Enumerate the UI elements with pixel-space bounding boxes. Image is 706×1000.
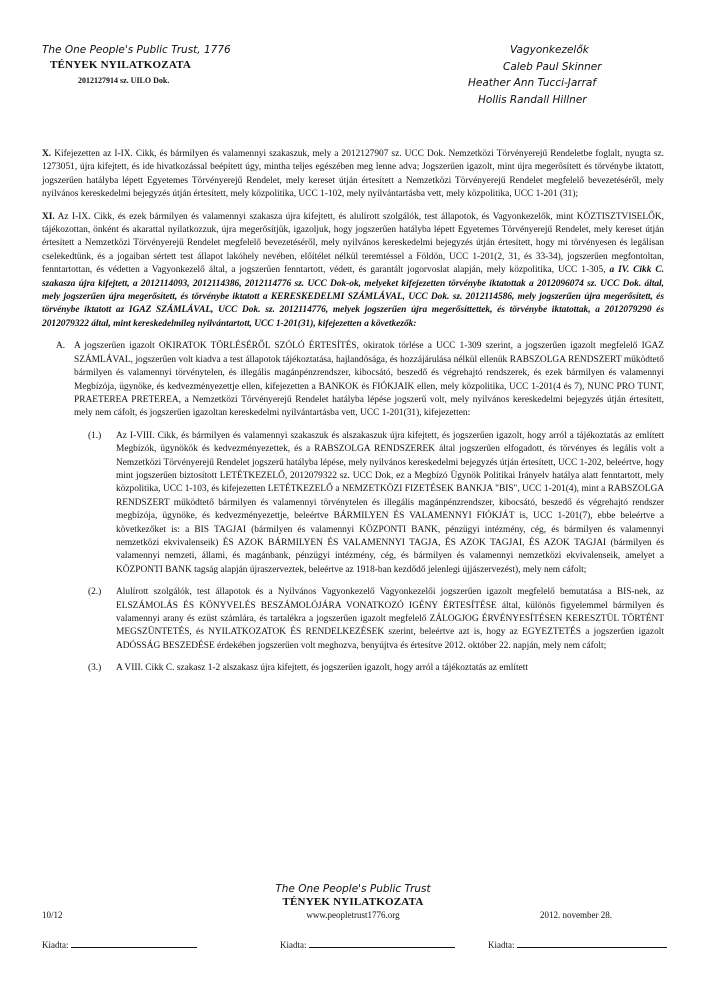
subitem-text: A VIII. Cikk C. szakasz 1-2 alszakasz újra kifejtett, és jogszerűen igazolt, hogy arról a tájékoztatás az említett [116,663,528,674]
footer-date: 2012. november 28. [540,910,612,920]
subitem-label: (1.) [88,430,102,441]
signature-field [280,938,455,950]
subitem-label: (2.) [88,587,102,598]
paragraph-xi [42,211,664,332]
paragraph-number: X. [42,149,52,159]
subitem-3 [42,662,664,675]
paragraph-text: Az I-IX. Cikk, és ezek bármilyen és valamennyi szakasza újra kifejtett, és alulírott szolgálók, test állapotok, és Vagyonkezelők, mint KÖZTISZTVISELŐK, tájékozottan, önként és akarattal nyilatkozzuk, újra megerősítjük, igazoljuk, hogy jogszerűen hatályba lépett Egyetemes Törvényerejű Rendelet, mely kereset útján értesített a Nemzetközi Törvényerejű Rendelet megfelelő bevezetéséről, mely nyilvános kereskedelmi bejegyzés útján értesített, hogy mi törvényesen és legálisan cselekedtünk, és a jogaiban sértett test állapot lakóhely nevében, előítélet nélkül teremtéssel a Földön, UCC 1-201(2, 31, és 33-34), jogszerűen megfontoltan, fenntartottan, és védetten a Vagyonkezelő által, a jogszerűen fenntartott, védett, és garantált jogorvoslat alapján, mely közpolitika, UCC 1-305, [42,211,664,276]
signature-label: Kiadta: [280,940,307,950]
subitem-label: (3.) [88,663,102,674]
subitem-text: Az I-VIII. Cikk, és bármilyen és valamennyi szakaszuk és alszakaszuk újra kifejtett, és jogszerűen igazolt, hogy arról a tájékoztatás az említett Megbízók, ügynökök és kedvezményezettek, és a RABSZOLGA RENDSZEREK által jogszerűen elfogadott, és törvényes és legális volt a Nemzetközi Törvényerejű Rendelet jogszerű hatályba lépése, mely nyilvános kereskedelmi bejegyzés útján értesített, UCC 1-202, beleértve, hogy mint jogszerűen biztosított LETÉTKEZELŐ, 2012079322 sz. UCC Dok, ez a Megbízó Ügynök Politikai Irányelv hatálya alatt fenntartott, mely közpolitika, UCC 1-103, és kifejezetten LETÉTKEZELŐ a NEMZETKÖZI FIZETÉSEK BANKJA "BIS", UCC 1-201(4), mint a RABSZOLGA RENDSZERT működtető bármilyen és valamennyi törvénytelen és illegális magánpénzrendszer, kibocsátó, beszedő és végrehajtó rendszer megbízója, ügynöke, és kedvezményezettje, beleértve BÁRMILYEN ÉS VALAMENNYI FIÓKJÁT is, UCC 1-201(7), ebbe beleértve a következőket is: a BIS TAGJAI (bármilyen és valamennyi KÖZPONTI BANK, pénzügyi intézmény, cég, és bármilyen és valamennyi nemzetközi ekvivalenseik) ÉS AZOK BÁRMILYEN ÉS VALAMENNYI TAGJA, ÉS AZOK TAGJAI, ÉS AZOK TAGJAI (bármilyen és valamennyi nemzeti, állami, és magánbank, pénzügyi intézmény, cég, és bármilyen és valamennyi nemzetközi ekvivalenseik, amelyet a KÖZPONTI BANK tagság alapján újraszerveztek, beleértve az 1918-ban kezdődő jelenlegi újjászervezést), mely nem cáfolt; [116,430,664,575]
header-docnum: 2012127914 sz. UILO Dok. [78,76,170,85]
footer-title: TÉNYEK NYILATKOZATA [282,896,424,908]
signature-line [517,938,667,948]
subitem-2 [42,586,664,653]
signature-line [71,938,197,948]
trustee-name: Hollis Randall Hillner [478,93,587,106]
trustee-name: Heather Ann Tucci-Jarraf [468,77,597,89]
page-number: 10/12 [42,910,63,920]
item-text: A jogszerűen igazolt OKIRATOK TÖRLÉSÉRŐL SZÓLÓ ÉRTESÍTÉS, okiratok törlése a UCC 1-309 szerint, a jogszerűen igazolt megfelelő IGAZ SZÁMLÁVAL, jogszerűen volt kiadva a test állapotok tájékoztatása, hajlandósága, és hozzájárulása nélkül ellenük RABSZOLGA RENDSZERT működtető bármilyen és valamennyi törvénytelen, és illegális magánpénzrendszer, kibocsátó, beszedő és végrehajtó rendszerek, és ezek bármilyen és valamennyi Megbízója, ügynöke, és kedvezményezettje ellen, kifejezetten a BANKOK és FIÓKJAIK ellen, mely közpolitika, UCC 1-201(4 és 7), NUNC PRO TUNT, PRAETEREA PRETEREA, a Nemzetközi Törvényerejű Rendelet hatályba lépése jogszerű volt, mely nyilvános kereskedelmi bejegyzés útján értesített, mely nem cáfolt, és jogszerűen igazoltan kereskedelmi nyilvántartásba vett, UCC 1-201(31), kifejezetten: [74,341,664,419]
footer-org: The One People's Public Trust [275,883,431,895]
trustee-name: Caleb Paul Skinner [503,60,602,73]
signature-line [309,938,455,948]
header-org: The One People's Public Trust, 1776 [42,44,231,56]
paragraph-text: Kifejezetten az I-IX. Cikk, és bármilyen és valamennyi szakaszuk, mely a 2012127907 sz. UCC Dok. Nemzetközi Törvényerejű Rendeletbe foglalt, nyugta sz. 1273051, újra kifejtett, és ide hivatkozással beépített úgy, mintha teljes egészében meg lenne adva; Jogszerűen igazolt, mint újra megerősített és törvénybe iktatott, jogszerűen hatályba lépett Egyetemes Törvényerejű Rendelet, mely kereset útján értesített a Nemzetközi Törvényerejű Rendelet megfelelő bevezetéséről, mely nyilvános kereskedelmi bejegyzés útján értesített, mely közpolitika, UCC 1-102, mely nyilvántartásba vett, mely közpolitika, UCC 1-201 (31); [42,149,665,200]
signature-label: Kiadta: [42,940,69,950]
footer-url[interactable]: www.peopletrust1776.org [306,910,400,920]
signature-field [488,938,667,950]
item-a [42,340,664,420]
paragraph-x [42,148,664,202]
paragraph-number: XI. [42,211,55,222]
item-label: A. [56,341,66,352]
header-trustees [468,42,678,108]
header-title: TÉNYEK NYILATKOZATA [50,59,192,71]
subitem-text: Alulírott szolgálók, test állapotok és a Nyilvános Vagyonkezelő Vagyonkezelői jogszerűen igazolt megfelelő bemutatása a BIS-nek, az ELSZÁMOLÁS ÉS KÖNYVELÉS BESZÁMOLÓJÁRA VONATKOZÓ IGÉNY ÉRTESÍTÉSE által, különös figyelemmel bármilyen és valamennyi arany és ezüst számlára, és tartalékra a jogszerűen igazolt megfelelő ZÁLOGJOG ÉRVÉNYESÍTÉSEN KERESZTÜL TÖRTÉNT MEGSZÜNTETÉS, és NYILATKOZATOK ÉS RENDELKEZÉSEK szerint, beleértve azt is, hogy az EGYEZTETÉS a jogszerűen igazolt ADÓSSÁG BESZEDÉSE érdekében jogszerűen volt meghozva, benyújtva és értesítve 2012. október 22. napján, mely nem cáfolt; [116,587,664,651]
document-body [42,148,664,685]
signature-label: Kiadta: [488,940,515,950]
subitem-1 [42,430,664,577]
signature-field [42,938,197,950]
header-left [42,44,302,85]
trustees-heading: Vagyonkezelők [510,44,589,56]
paragraph-bold-text: a IV. Cikk C. szakasza újra kifejtett, a 2012114093, 2012114386, 2012114776 sz. UCC Dok-ok, melyeket kifejezetten törvénybe iktatottak a 2012096074 sz. UCC Dok. által, mely jogszerűen újra megerősített, és törvénybe iktatott a KERESKEDELMI SZÁMLÁVAL, UCC Dok. sz. 2012114586, mely jogszerűen újra megerősített, és törvénybe iktatott az IGAZ SZÁMLÁVAL, UCC Dok. sz. 2012114776, melyek jogszerűen újra megerősíttettek, és törvénybe iktatottak, a 2012079290 és 2012079322 által, mint kereskedelmileg nyilvántartott, UCC 1-201(31), kifejezetten a következők: [42,265,664,329]
